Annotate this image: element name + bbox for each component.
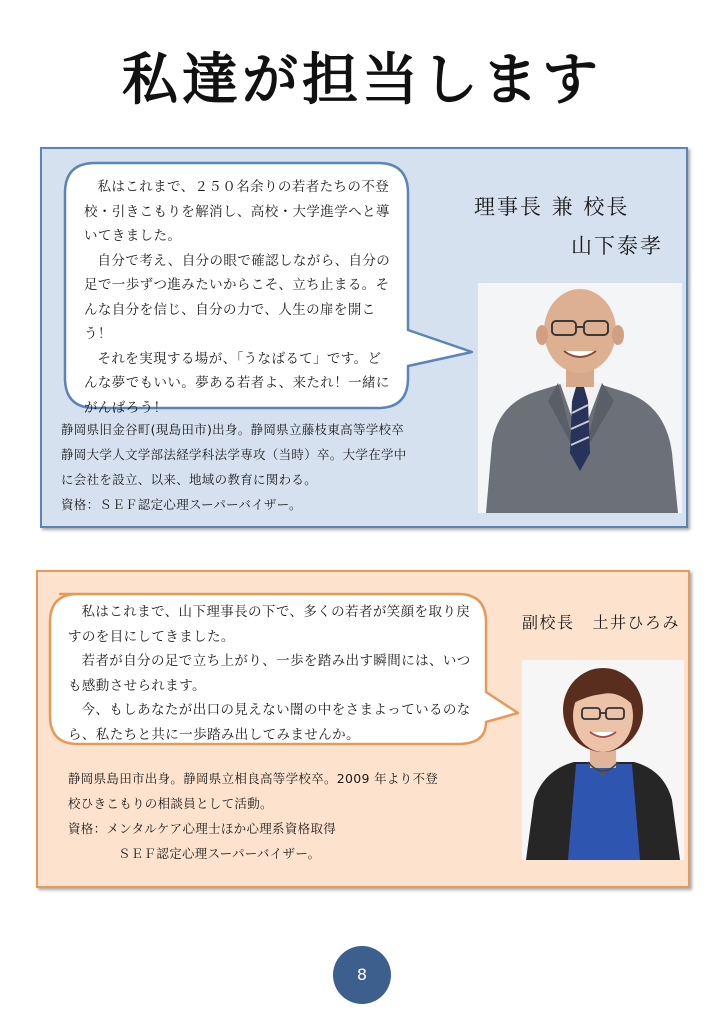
vice-principal-bio-line: ＳＥＦ認定心理スーパーバイザー。	[118, 846, 321, 861]
principal-message-paragraph: それを実現する場が、「うなばるて」です。どんな夢でもいい。夢ある若者よ、来たれ！一緒にがんばろう！	[84, 350, 390, 416]
principal-photo	[478, 283, 682, 513]
vice-principal-message	[68, 600, 476, 747]
vice-principal-message-paragraph: 若者が自分の足で立ち上がり、一歩を踏み出す瞬間には、いつも感動させられます。	[68, 653, 471, 694]
principal-bio-line: 静岡県旧金谷町(現島田市)出身。静岡県立藤枝東高等学校卒	[61, 422, 405, 437]
page-number-badge: 8	[333, 946, 391, 1004]
principal-message-paragraph: 私はこれまで、２５０名余りの若者たちの不登校・引きこもりを解消し、高校・大学進学へと導いてきました。	[84, 179, 390, 244]
principal-bio-line: 資格：ＳＥＦ認定心理スーパーバイザー。	[61, 497, 302, 512]
principal-message-paragraph: 自分で考え、自分の眼で確認しながら、自分の足で一歩ずつ進みたいからこそ、立ち止まる。そんな自分を信じ、自分の力で、人生の扉を開こう！	[84, 252, 391, 342]
principal-bio-line: 静岡大学人文学部法経学科法学専攻（当時）卒。大学在学中	[61, 447, 407, 462]
principal-bio-line: に会社を設立、以来、地域の教育に関わる。	[61, 472, 318, 487]
vice-principal-bio-line: 校ひきこもりの相談員として活動。	[68, 796, 273, 811]
vice-principal-message-paragraph: 私はこれまで、山下理事長の下で、多くの若者が笑顔を取り戻すのを目にしてきました。	[68, 604, 471, 645]
principal-bio	[61, 417, 407, 517]
vice-principal-message-paragraph: 今、もしあなたが出口の見えない闇の中をさまよっているのなら、私たちと共に一歩踏み出してみませんか。	[68, 702, 471, 743]
vice-principal-photo	[522, 660, 684, 860]
principal-name: 山下泰孝	[571, 234, 663, 258]
page-title: 私達が担当します	[122, 48, 602, 113]
vice-principal-bio-line: 静岡県島田市出身。静岡県立相良高等学校卒。2009 年より不登	[68, 771, 439, 786]
vice-principal-bio-line: 資格：メンタルケア心理士ほか心理系資格取得	[68, 821, 337, 836]
vice-principal-name: 土井ひろみ	[592, 613, 681, 632]
principal-message	[84, 175, 394, 420]
vice-principal-role: 副校長	[522, 613, 575, 632]
principal-role: 理事長 兼 校長	[474, 195, 630, 219]
vice-principal-heading	[522, 610, 680, 633]
vice-principal-bio	[68, 766, 438, 866]
